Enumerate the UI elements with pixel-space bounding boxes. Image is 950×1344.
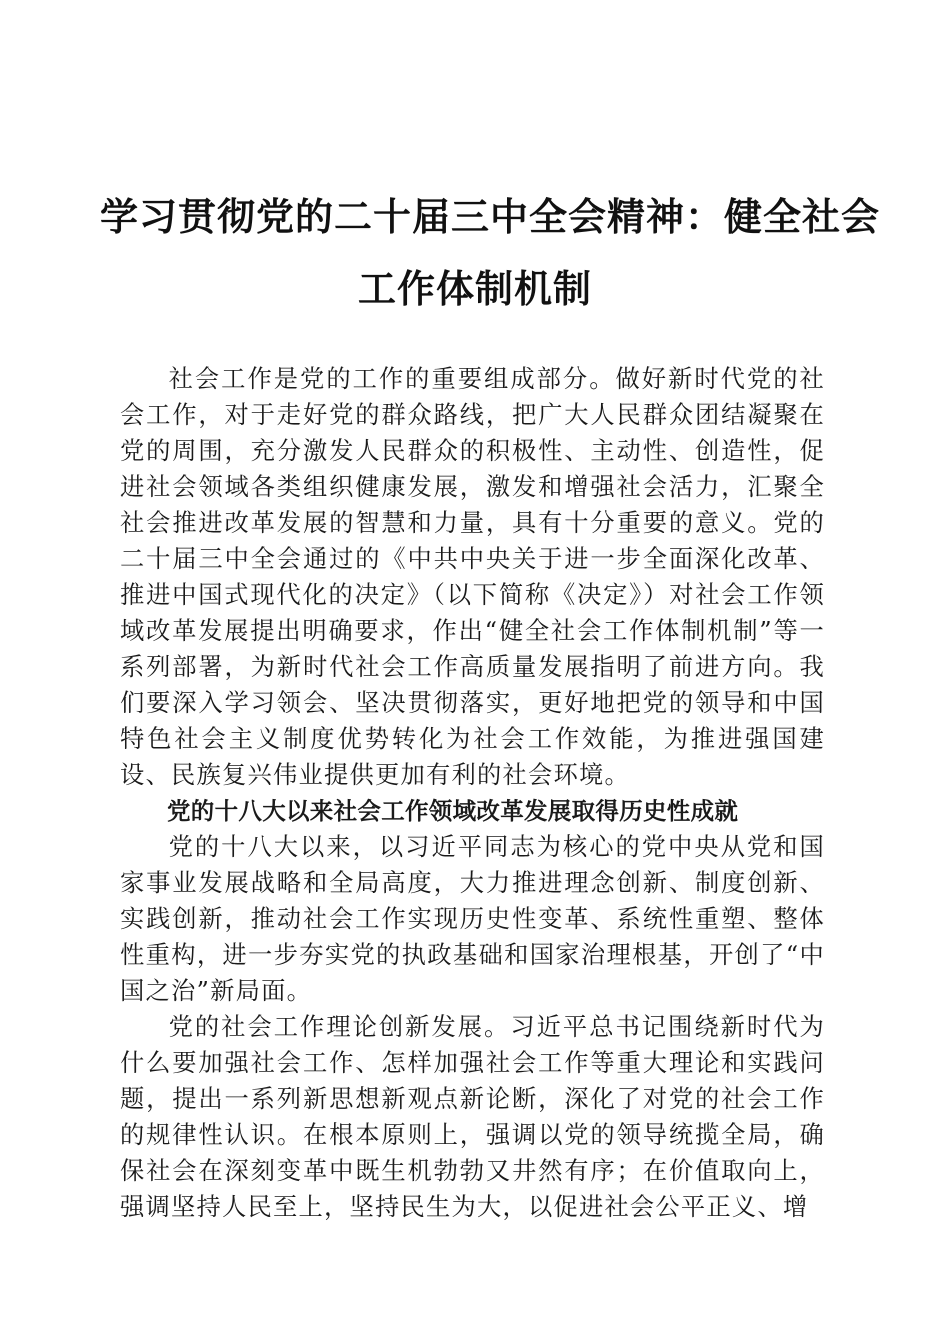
document-title-line-1: 学习贯彻党的二十届三中全会精神：健全社会	[100, 194, 881, 239]
document-body	[120, 361, 825, 1225]
document-title-line-2: 工作体制机制	[357, 266, 592, 311]
section-heading: 党的十八大以来社会工作领域改革发展取得历史性成就	[167, 797, 739, 825]
body-paragraph: 党的十八大以来，以习近平同志为核心的党中央从党和国家事业发展战略和全局高度，大力推进理念创新、制度创新、实践创新，推动社会工作实现历史性变革、系统性重塑、整体性重构，进一步夯实党的执政基础和国家治理根基，开创了“中国之治”新局面。	[120, 832, 825, 1005]
intro-paragraph: 社会工作是党的工作的重要组成部分。做好新时代党的社会工作，对于走好党的群众路线，把广大人民群众团结凝聚在党的周围，充分激发人民群众的积极性、主动性、创造性，促进社会领域各类组织健康发展，激发和增强社会活力，汇聚全社会推进改革发展的智慧和力量，具有十分重要的意义。党的二十届三中全会通过的《中共中央关于进一步全面深化改革、推进中国式现代化的决定》（以下简称《决定》）对社会工作领域改革发展提出明确要求，作出“健全社会工作体制机制”等一系列部署，为新时代社会工作高质量发展指明了前进方向。我们要深入学习领会、坚决贯彻落实，更好地把党的领导和中国特色社会主义制度优势转化为社会工作效能，为推进强国建设、民族复兴伟业提供更加有利的社会环境。	[120, 364, 825, 789]
body-paragraph: 党的社会工作理论创新发展。习近平总书记围绕新时代为什么要加强社会工作、怎样加强社会工作等重大理论和实践问题，提出一系列新思想新观点新论断，深化了对党的社会工作的规律性认识。在根本原则上，强调以党的领导统揽全局，确保社会在深刻变革中既生机勃勃又井然有序；在价值取向上，强调坚持人民至上，坚持民生为大，以促进社会公平正义、增	[120, 1012, 825, 1221]
